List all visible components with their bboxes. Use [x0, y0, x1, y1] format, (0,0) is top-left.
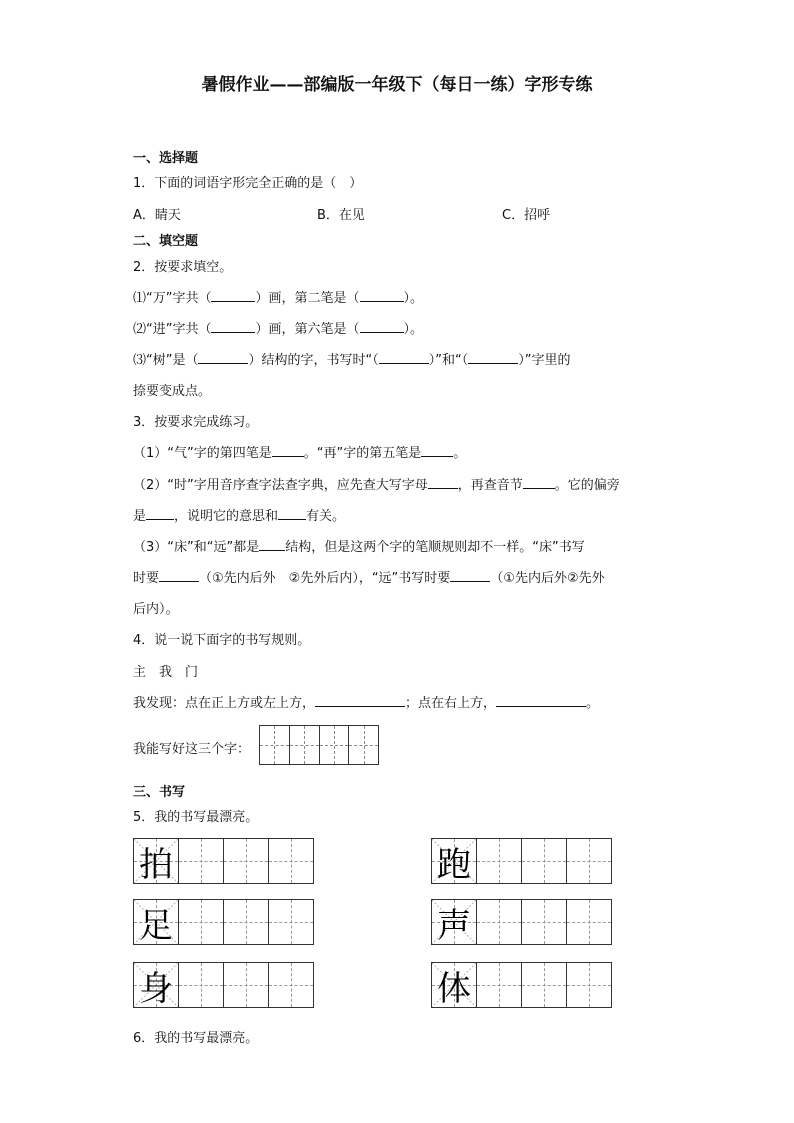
q3-part2-line1: [133, 474, 620, 493]
answer-blank[interactable]: [428, 476, 458, 489]
q4-finding: [133, 692, 599, 711]
q2-line2-text-a: ⑵“进”字共（: [133, 322, 212, 337]
q6-stem: 6．我的书写最漂亮。: [133, 1031, 259, 1046]
model-character-cell: [133, 899, 179, 945]
practice-cell[interactable]: [268, 838, 314, 884]
q2-line2: [133, 318, 423, 337]
q3-part1: [133, 442, 466, 461]
q2-line4: 捺要变成点。: [133, 384, 212, 399]
answer-blank[interactable]: [468, 351, 518, 364]
q1-option-b[interactable]: B．在见: [317, 208, 365, 223]
section-choice-heading: 一、选择题: [133, 151, 199, 166]
model-character: 声: [437, 905, 471, 946]
answer-blank[interactable]: [379, 351, 429, 364]
practice-cell[interactable]: [521, 962, 567, 1008]
section-fill-heading: 二、填空题: [133, 234, 199, 249]
q1-option-a[interactable]: A．睛天: [133, 208, 181, 223]
q4-finding-text-b: ；点在右上方，: [405, 696, 497, 711]
section-writing-heading: 三、书写: [133, 785, 186, 800]
q4-chars: 主 我 门: [133, 665, 199, 680]
q4-finding-text-a: 我发现：点在正上方或左上方，: [133, 696, 316, 711]
practice-cell[interactable]: [349, 726, 378, 764]
answer-blank[interactable]: [211, 320, 255, 333]
q2-line2-text-b: ）画，第六笔是（: [255, 322, 360, 337]
answer-blank[interactable]: [272, 444, 304, 457]
q5-stem: 5．我的书写最漂亮。: [133, 810, 259, 825]
q2-line3: [133, 349, 570, 368]
model-character-cell: [431, 899, 477, 945]
practice-cell[interactable]: [290, 726, 320, 764]
q3-part3-text-a: （3）“床”和“远”都是: [133, 540, 260, 555]
q4-finding-text-c: 。: [586, 696, 600, 711]
q3-part3-line2: [133, 567, 605, 586]
writing-row-right-2: [431, 899, 611, 945]
q3-part2-text-f: 有关。: [306, 509, 346, 524]
practice-cell[interactable]: [521, 899, 567, 945]
q2-line1-text-a: ⑴“万”字共（: [133, 291, 212, 306]
model-character: 跑: [437, 844, 471, 885]
model-character: 拍: [139, 844, 173, 885]
practice-cell[interactable]: [260, 726, 290, 764]
q3-part1-text-b: 。“再”字的第五笔是: [303, 446, 422, 461]
q3-part2-text-e: ，说明它的意思和: [174, 509, 279, 524]
answer-blank[interactable]: [450, 569, 490, 582]
model-character-cell: [431, 838, 477, 884]
model-character: 足: [139, 905, 173, 946]
q3-part1-text-a: （1）“气”字的第四笔是: [133, 446, 272, 461]
practice-cell[interactable]: [566, 838, 612, 884]
answer-blank[interactable]: [278, 507, 306, 520]
answer-blank[interactable]: [259, 538, 285, 551]
practice-cell[interactable]: [521, 838, 567, 884]
answer-blank[interactable]: [211, 289, 255, 302]
answer-blank[interactable]: [360, 289, 404, 302]
model-character: 身: [139, 968, 173, 1009]
q1-option-c[interactable]: C．招呼: [502, 208, 551, 223]
q1-stem: 1．下面的词语字形完全正确的是（ ）: [133, 176, 363, 191]
practice-cell[interactable]: [178, 899, 224, 945]
model-character: 体: [437, 968, 471, 1009]
practice-cell[interactable]: [178, 838, 224, 884]
writing-row-left-3: [133, 962, 313, 1008]
practice-cell[interactable]: [320, 726, 350, 764]
practice-cell[interactable]: [268, 962, 314, 1008]
writing-row-left-2: [133, 899, 313, 945]
answer-blank[interactable]: [146, 507, 174, 520]
practice-cell[interactable]: [566, 899, 612, 945]
q3-part3-text-d: （①先内后外 ②先外后内），“远”书写时要: [199, 571, 451, 586]
q2-line3-text-b: ）结构的字，书写时“（: [248, 353, 379, 368]
answer-blank[interactable]: [315, 694, 405, 707]
q4-write-label: 我能写好这三个字：: [133, 742, 251, 757]
answer-blank[interactable]: [496, 694, 586, 707]
q3-part3-line1: [133, 536, 585, 555]
q3-stem: 3．按要求完成练习。: [133, 415, 259, 430]
answer-blank[interactable]: [421, 444, 453, 457]
q3-part2-line2: [133, 505, 345, 524]
q3-part1-text-c: 。: [453, 446, 467, 461]
q2-line3-text-d: ）”字里的: [518, 353, 571, 368]
q2-line3-text-c: ）”和“（: [428, 353, 469, 368]
model-character-cell: [431, 962, 477, 1008]
q3-part2-text-b: ，再查音节: [457, 478, 523, 493]
q2-line1-text-c: ）。: [403, 291, 424, 306]
q4-stem: 4．说一说下面字的书写规则。: [133, 633, 311, 648]
answer-blank[interactable]: [159, 569, 199, 582]
practice-cell[interactable]: [223, 838, 269, 884]
q3-part3-text-c: 时要: [133, 571, 160, 586]
page-title: 暑假作业——部编版一年级下（每日一练）字形专练: [201, 75, 593, 95]
practice-cell[interactable]: [178, 962, 224, 1008]
answer-blank[interactable]: [523, 476, 555, 489]
writing-row-right-3: [431, 962, 611, 1008]
q3-part3-line3: 后内）。: [133, 602, 179, 617]
practice-cell[interactable]: [223, 899, 269, 945]
answer-blank[interactable]: [360, 320, 404, 333]
q2-stem: 2．按要求填空。: [133, 260, 233, 275]
q2-line1: [133, 287, 423, 306]
practice-cell[interactable]: [476, 899, 522, 945]
q3-part2-text-a: （2）“时”字用音序查字法查字典，应先查大写字母: [133, 478, 428, 493]
writing-row-left-1: [133, 838, 313, 884]
model-character-cell: [133, 962, 179, 1008]
q3-part3-text-b: 结构，但是这两个字的笔顺规则却不一样。“床”书写: [285, 540, 585, 555]
practice-cell[interactable]: [268, 899, 314, 945]
q4-practice-grid[interactable]: [259, 725, 379, 765]
answer-blank[interactable]: [198, 351, 248, 364]
q2-line2-text-c: ）。: [403, 322, 424, 337]
q3-part3-text-e: （①先内后外②先外: [490, 571, 605, 586]
model-character-cell: [133, 838, 179, 884]
writing-row-right-1: [431, 838, 611, 884]
practice-cell[interactable]: [476, 962, 522, 1008]
q2-line1-text-b: ）画，第二笔是（: [255, 291, 360, 306]
practice-cell[interactable]: [476, 838, 522, 884]
q3-part2-text-d: 是: [133, 509, 147, 524]
practice-cell[interactable]: [223, 962, 269, 1008]
q3-part2-text-c: 。它的偏旁: [554, 478, 620, 493]
practice-cell[interactable]: [566, 962, 612, 1008]
q2-line3-text-a: ⑶“树”是（: [133, 353, 199, 368]
